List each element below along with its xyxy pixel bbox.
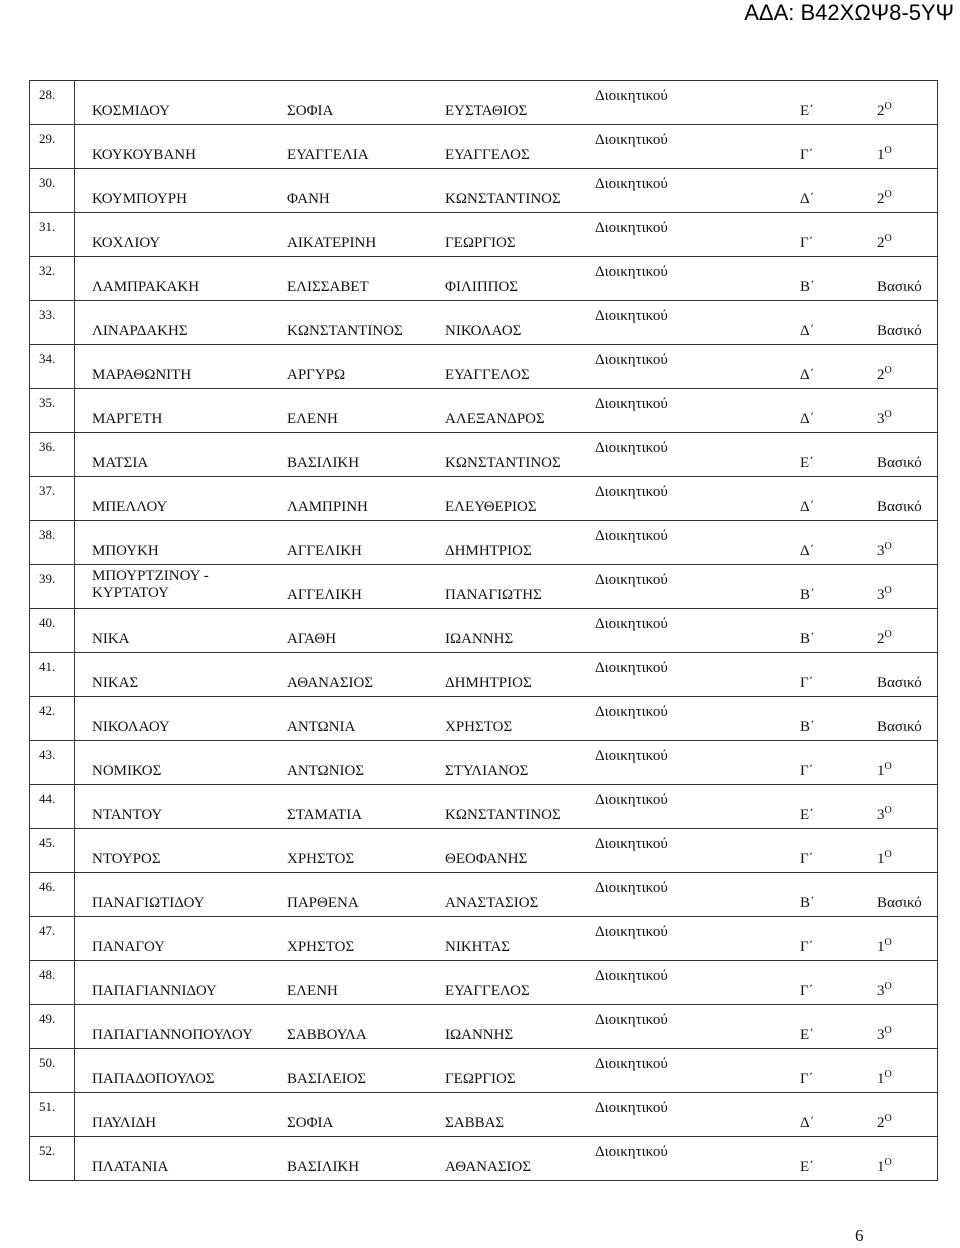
category: Διοικητικού xyxy=(595,308,668,324)
row-number: 28. xyxy=(39,87,56,102)
category: Διοικητικού xyxy=(595,836,668,852)
grade: Β΄ xyxy=(800,279,815,295)
degree: $2^O$ xyxy=(877,1113,892,1131)
degree: Βασικό xyxy=(877,455,922,471)
surname: ΠΑΠΑΓΙΑΝΝΟΠΟΥΛΟΥ xyxy=(92,1027,253,1043)
category: Διοικητικού xyxy=(595,616,668,632)
degree: $3^O$ xyxy=(877,805,892,823)
category: Διοικητικού xyxy=(595,176,668,192)
first-name: ΦΑΝΗ xyxy=(287,191,330,207)
row-number: 30. xyxy=(39,175,56,190)
staff-table xyxy=(29,80,938,1181)
row-number: 45. xyxy=(39,835,56,850)
category: Διοικητικού xyxy=(595,264,668,280)
father-name: ΕΥΣΤΑΘΙΟΣ xyxy=(445,103,528,119)
row-number: 33. xyxy=(39,307,56,322)
category: Διοικητικού xyxy=(595,572,668,588)
row-fields-cell xyxy=(75,477,938,521)
father-name: ΑΘΑΝΑΣΙΟΣ xyxy=(445,1159,532,1175)
degree: Βασικό xyxy=(877,675,922,691)
first-name: ΑΙΚΑΤΕΡΙΝΗ xyxy=(287,235,377,251)
row-number-cell xyxy=(30,697,75,741)
first-name: ΒΑΣΙΛΙΚΗ xyxy=(287,1159,360,1175)
row-fields-cell xyxy=(75,169,938,213)
surname: ΜΑΡΓΕΤΗ xyxy=(92,411,163,427)
row-number-cell xyxy=(30,829,75,873)
row-number-cell xyxy=(30,1005,75,1049)
first-name: ΣΑΒΒΟΥΛΑ xyxy=(287,1027,367,1043)
row-number-cell xyxy=(30,785,75,829)
ordinal-suffix: Ο xyxy=(884,761,892,772)
ordinal-suffix: Ο xyxy=(884,189,892,200)
category: Διοικητικού xyxy=(595,484,668,500)
row-fields-cell xyxy=(75,741,938,785)
surname: ΝΙΚΟΛΑΟΥ xyxy=(92,719,170,735)
ordinal-suffix: Ο xyxy=(884,981,892,992)
grade: Ε΄ xyxy=(800,1159,815,1175)
ordinal-suffix: Ο xyxy=(884,805,892,816)
grade: Γ΄ xyxy=(800,675,814,691)
first-name: ΣΟΦΙΑ xyxy=(287,1115,334,1131)
category: Διοικητικού xyxy=(595,220,668,236)
table-row xyxy=(30,609,938,653)
row-fields-cell xyxy=(75,433,938,477)
row-fields-cell xyxy=(75,1005,938,1049)
degree: $1^O$ xyxy=(877,145,892,163)
father-name: ΝΙΚΗΤΑΣ xyxy=(445,939,511,955)
table-row xyxy=(30,125,938,169)
ordinal-suffix: Ο xyxy=(884,1113,892,1124)
grade: Δ΄ xyxy=(800,1115,815,1131)
father-name: ΣΤΥΛΙΑΝΟΣ xyxy=(445,763,529,779)
row-number: 49. xyxy=(39,1011,56,1026)
grade: Ε΄ xyxy=(800,455,815,471)
surname: ΜΠΟΥΚΗ xyxy=(92,543,159,559)
table-row xyxy=(30,389,938,433)
row-fields-cell xyxy=(75,1049,938,1093)
row-number: 50. xyxy=(39,1055,56,1070)
row-fields-cell xyxy=(75,829,938,873)
grade: Δ΄ xyxy=(800,323,815,339)
grade: Β΄ xyxy=(800,719,815,735)
row-fields-cell xyxy=(75,873,938,917)
table-row xyxy=(30,697,938,741)
table-row xyxy=(30,917,938,961)
grade: Γ΄ xyxy=(800,763,814,779)
row-fields-cell xyxy=(75,213,938,257)
ordinal-suffix: Ο xyxy=(884,849,892,860)
row-number: 42. xyxy=(39,703,56,718)
row-number-cell xyxy=(30,1093,75,1137)
first-name: ΣΤΑΜΑΤΙΑ xyxy=(287,807,363,823)
row-number: 36. xyxy=(39,439,56,454)
grade: Γ΄ xyxy=(800,235,814,251)
row-fields-cell xyxy=(75,917,938,961)
ordinal-suffix: Ο xyxy=(884,101,892,112)
row-number: 48. xyxy=(39,967,56,982)
row-fields-cell xyxy=(75,345,938,389)
surname: ΠΑΠΑΓΙΑΝΝΙΔΟΥ xyxy=(92,983,217,999)
surname: ΝΙΚΑΣ xyxy=(92,675,139,691)
table-row xyxy=(30,829,938,873)
surname: ΚΟΧΛΙΟΥ xyxy=(92,235,161,251)
row-number-cell xyxy=(30,301,75,345)
first-name: ΧΡΗΣΤΟΣ xyxy=(287,851,355,867)
category: Διοικητικού xyxy=(595,1100,668,1116)
row-number: 47. xyxy=(39,923,56,938)
table-row xyxy=(30,521,938,565)
row-number: 41. xyxy=(39,659,56,674)
first-name: ΧΡΗΣΤΟΣ xyxy=(287,939,355,955)
degree: $3^O$ xyxy=(877,1025,892,1043)
category: Διοικητικού xyxy=(595,88,668,104)
table-row xyxy=(30,1093,938,1137)
category: Διοικητικού xyxy=(595,704,668,720)
degree: $3^O$ xyxy=(877,409,892,427)
row-number-cell xyxy=(30,257,75,301)
row-fields-cell xyxy=(75,785,938,829)
row-number: 52. xyxy=(39,1143,56,1158)
table-row xyxy=(30,213,938,257)
degree: Βασικό xyxy=(877,323,922,339)
grade: Β΄ xyxy=(800,631,815,647)
first-name: ΕΛΕΝΗ xyxy=(287,983,338,999)
category: Διοικητικού xyxy=(595,1012,668,1028)
degree: $3^O$ xyxy=(877,541,892,559)
grade: Δ΄ xyxy=(800,411,815,427)
grade: Δ΄ xyxy=(800,543,815,559)
ordinal-suffix: Ο xyxy=(884,1157,892,1168)
category: Διοικητικού xyxy=(595,968,668,984)
degree: Βασικό xyxy=(877,719,922,735)
grade: Ε΄ xyxy=(800,1027,815,1043)
surname: ΝΤΑΝΤΟΥ xyxy=(92,807,163,823)
father-name: ΚΩΝΣΤΑΝΤΙΝΟΣ xyxy=(445,191,561,207)
table-row xyxy=(30,741,938,785)
row-number-cell xyxy=(30,961,75,1005)
surname: ΠΑΥΛΙΔΗ xyxy=(92,1115,157,1131)
father-name: ΚΩΝΣΤΑΝΤΙΝΟΣ xyxy=(445,455,561,471)
row-number: 51. xyxy=(39,1099,56,1114)
row-number-cell xyxy=(30,213,75,257)
row-fields-cell xyxy=(75,697,938,741)
row-number: 31. xyxy=(39,219,56,234)
degree: $2^O$ xyxy=(877,365,892,383)
table-row xyxy=(30,477,938,521)
row-number: 29. xyxy=(39,131,56,146)
row-number-cell xyxy=(30,521,75,565)
row-number: 32. xyxy=(39,263,56,278)
row-number-cell xyxy=(30,345,75,389)
grade: Β΄ xyxy=(800,587,815,603)
category: Διοικητικού xyxy=(595,132,668,148)
father-name: ΕΥΑΓΓΕΛΟΣ xyxy=(445,367,530,383)
table-row xyxy=(30,1049,938,1093)
surname: ΜΠΕΛΛΟΥ xyxy=(92,499,168,515)
row-fields-cell xyxy=(75,653,938,697)
ordinal-suffix: Ο xyxy=(884,365,892,376)
father-name: ΣΑΒΒΑΣ xyxy=(445,1115,505,1131)
ordinal-suffix: Ο xyxy=(884,937,892,948)
father-name: ΓΕΩΡΓΙΟΣ xyxy=(445,1071,516,1087)
row-number-cell xyxy=(30,125,75,169)
table-row xyxy=(30,961,938,1005)
category: Διοικητικού xyxy=(595,924,668,940)
table-row xyxy=(30,1137,938,1181)
row-number-cell xyxy=(30,873,75,917)
staff-table-body xyxy=(30,81,938,1181)
category: Διοικητικού xyxy=(595,396,668,412)
table-row xyxy=(30,785,938,829)
father-name: ΙΩΑΝΝΗΣ xyxy=(445,631,514,647)
row-number-cell xyxy=(30,609,75,653)
category: Διοικητικού xyxy=(595,1144,668,1160)
degree: Βασικό xyxy=(877,499,922,515)
surname: ΚΟΣΜΙΔΟΥ xyxy=(92,103,170,119)
row-number: 44. xyxy=(39,791,56,806)
row-number: 43. xyxy=(39,747,56,762)
row-fields-cell xyxy=(75,257,938,301)
row-number: 37. xyxy=(39,483,56,498)
surname: ΠΑΝΑΓΟΥ xyxy=(92,939,165,955)
ordinal-suffix: Ο xyxy=(884,233,892,244)
table-row xyxy=(30,301,938,345)
table-row xyxy=(30,257,938,301)
first-name: ΠΑΡΘΕΝΑ xyxy=(287,895,359,911)
first-name: ΛΑΜΠΡΙΝΗ xyxy=(287,499,368,515)
ada-code: ΑΔΑ: Β42ΧΩΨ8-5ΥΨ xyxy=(744,0,954,25)
father-name: ΓΕΩΡΓΙΟΣ xyxy=(445,235,516,251)
surname: ΜΑΤΣΙΑ xyxy=(92,455,149,471)
surname: ΜΑΡΑΘΩΝΙΤΗ xyxy=(92,367,192,383)
table-row xyxy=(30,653,938,697)
page-number: 6 xyxy=(855,1226,864,1245)
surname: ΛΑΜΠΡΑΚΑΚΗ xyxy=(92,279,200,295)
grade: Γ΄ xyxy=(800,983,814,999)
surname: ΝΟΜΙΚΟΣ xyxy=(92,763,162,779)
surname: ΜΠΟΥΡΤΖΙΝΟΥ - ΚΥΡΤΑΤΟΥ xyxy=(92,568,209,601)
first-name: ΑΡΓΥΡΩ xyxy=(287,367,346,383)
first-name: ΒΑΣΙΛΙΚΗ xyxy=(287,455,360,471)
degree: $2^O$ xyxy=(877,101,892,119)
row-fields-cell xyxy=(75,81,938,125)
row-number-cell xyxy=(30,741,75,785)
first-name: ΑΓΓΕΛΙΚΗ xyxy=(287,543,362,559)
row-number-cell xyxy=(30,389,75,433)
first-name: ΑΓΑΘΗ xyxy=(287,631,337,647)
grade: Δ΄ xyxy=(800,499,815,515)
first-name: ΑΝΤΩΝΙΟΣ xyxy=(287,763,365,779)
category: Διοικητικού xyxy=(595,792,668,808)
category: Διοικητικού xyxy=(595,528,668,544)
category: Διοικητικού xyxy=(595,880,668,896)
row-number-cell xyxy=(30,653,75,697)
table-row xyxy=(30,345,938,389)
grade: Γ΄ xyxy=(800,939,814,955)
father-name: ΝΙΚΟΛΑΟΣ xyxy=(445,323,522,339)
surname: ΠΑΝΑΓΙΩΤΙΔΟΥ xyxy=(92,895,205,911)
grade: Γ΄ xyxy=(800,851,814,867)
row-number-cell xyxy=(30,1137,75,1181)
row-fields-cell xyxy=(75,1093,938,1137)
row-number: 39. xyxy=(39,571,56,586)
row-number: 35. xyxy=(39,395,56,410)
father-name: ΙΩΑΝΝΗΣ xyxy=(445,1027,514,1043)
category: Διοικητικού xyxy=(595,1056,668,1072)
table-row xyxy=(30,873,938,917)
category: Διοικητικού xyxy=(595,440,668,456)
row-number-cell xyxy=(30,565,75,609)
first-name: ΑΝΤΩΝΙΑ xyxy=(287,719,356,735)
father-name: ΑΛΕΞΑΝΔΡΟΣ xyxy=(445,411,545,427)
row-number-cell xyxy=(30,169,75,213)
row-number-cell xyxy=(30,477,75,521)
row-number: 40. xyxy=(39,615,56,630)
father-name: ΚΩΝΣΤΑΝΤΙΝΟΣ xyxy=(445,807,561,823)
ordinal-suffix: Ο xyxy=(884,629,892,640)
first-name: ΚΩΝΣΤΑΝΤΙΝΟΣ xyxy=(287,323,403,339)
row-number-cell xyxy=(30,81,75,125)
grade: Γ΄ xyxy=(800,1071,814,1087)
ordinal-suffix: Ο xyxy=(884,541,892,552)
father-name: ΔΗΜΗΤΡΙΟΣ xyxy=(445,675,532,691)
surname: ΝΙΚΑ xyxy=(92,631,130,647)
degree: $1^O$ xyxy=(877,1069,892,1087)
row-number-cell xyxy=(30,1049,75,1093)
row-fields-cell xyxy=(75,1137,938,1181)
surname: ΠΛΑΤΑΝΙΑ xyxy=(92,1159,169,1175)
ordinal-suffix: Ο xyxy=(884,409,892,420)
first-name: ΕΥΑΓΓΕΛΙΑ xyxy=(287,147,369,163)
grade: Ε΄ xyxy=(800,807,815,823)
ordinal-suffix: Ο xyxy=(884,1069,892,1080)
table-row xyxy=(30,565,938,609)
first-name: ΕΛΙΣΣΑΒΕΤ xyxy=(287,279,369,295)
degree: $1^O$ xyxy=(877,761,892,779)
row-number: 38. xyxy=(39,527,56,542)
row-fields-cell xyxy=(75,961,938,1005)
degree: $2^O$ xyxy=(877,629,892,647)
surname: ΚΟΥΚΟΥΒΑΝΗ xyxy=(92,147,196,163)
father-name: ΕΛΕΥΘΕΡΙΟΣ xyxy=(445,499,537,515)
degree: $1^O$ xyxy=(877,937,892,955)
grade: Δ΄ xyxy=(800,367,815,383)
surname: ΝΤΟΥΡΟΣ xyxy=(92,851,161,867)
father-name: ΘΕΟΦΑΝΗΣ xyxy=(445,851,528,867)
surname: ΚΟΥΜΠΟΥΡΗ xyxy=(92,191,187,207)
grade: Ε΄ xyxy=(800,103,815,119)
degree: Βασικό xyxy=(877,895,922,911)
father-name: ΕΥΑΓΓΕΛΟΣ xyxy=(445,983,530,999)
row-fields-cell xyxy=(75,301,938,345)
row-fields-cell xyxy=(75,125,938,169)
ordinal-suffix: Ο xyxy=(884,1025,892,1036)
father-name: ΕΥΑΓΓΕΛΟΣ xyxy=(445,147,530,163)
table-row xyxy=(30,1005,938,1049)
first-name: ΑΓΓΕΛΙΚΗ xyxy=(287,587,362,603)
surname: ΠΑΠΑΔΟΠΟΥΛΟΣ xyxy=(92,1071,215,1087)
degree: Βασικό xyxy=(877,279,922,295)
father-name: ΔΗΜΗΤΡΙΟΣ xyxy=(445,543,532,559)
row-fields-cell xyxy=(75,521,938,565)
first-name: ΑΘΑΝΑΣΙΟΣ xyxy=(287,675,374,691)
first-name: ΕΛΕΝΗ xyxy=(287,411,338,427)
degree: $2^O$ xyxy=(877,233,892,251)
grade: Γ΄ xyxy=(800,147,814,163)
row-number: 46. xyxy=(39,879,56,894)
grade: Δ΄ xyxy=(800,191,815,207)
father-name: ΦΙΛΙΠΠΟΣ xyxy=(445,279,519,295)
row-number-cell xyxy=(30,433,75,477)
ordinal-suffix: Ο xyxy=(884,145,892,156)
row-fields-cell xyxy=(75,565,938,609)
category: Διοικητικού xyxy=(595,352,668,368)
degree: $1^O$ xyxy=(877,1157,892,1175)
degree: $3^O$ xyxy=(877,585,892,603)
category: Διοικητικού xyxy=(595,748,668,764)
grade: Β΄ xyxy=(800,895,815,911)
ordinal-suffix: Ο xyxy=(884,585,892,596)
father-name: ΧΡΗΣΤΟΣ xyxy=(445,719,513,735)
category: Διοικητικού xyxy=(595,660,668,676)
first-name: ΒΑΣΙΛΕΙΟΣ xyxy=(287,1071,367,1087)
row-fields-cell xyxy=(75,389,938,433)
father-name: ΑΝΑΣΤΑΣΙΟΣ xyxy=(445,895,539,911)
row-number: 34. xyxy=(39,351,56,366)
first-name: ΣΟΦΙΑ xyxy=(287,103,334,119)
degree: $3^O$ xyxy=(877,981,892,999)
father-name: ΠΑΝΑΓΙΩΤΗΣ xyxy=(445,587,542,603)
row-number-cell xyxy=(30,917,75,961)
row-fields-cell xyxy=(75,609,938,653)
degree: $2^O$ xyxy=(877,189,892,207)
degree: $1^O$ xyxy=(877,849,892,867)
surname: ΛΙΝΑΡΔΑΚΗΣ xyxy=(92,323,188,339)
table-row xyxy=(30,81,938,125)
table-row xyxy=(30,433,938,477)
table-row xyxy=(30,169,938,213)
